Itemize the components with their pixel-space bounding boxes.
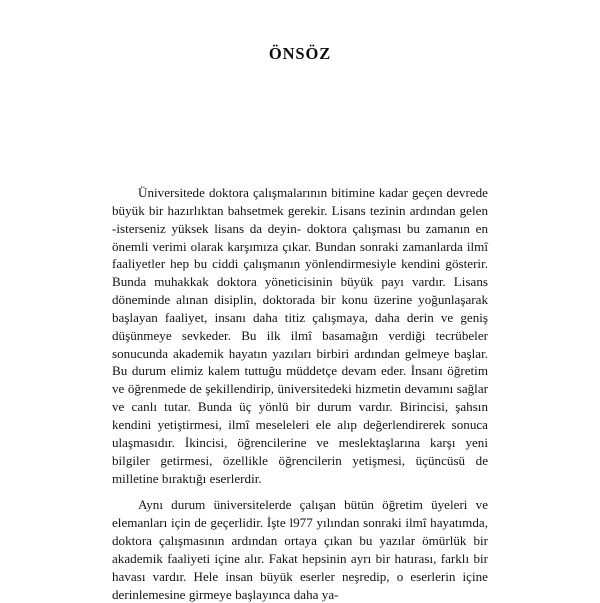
body-paragraph: Aynı durum üniversitelerde çalışan bütün öğretim üyeleri ve elemanları için de geçerlidir. İşte l977 yılından sonraki ilmî hayatımda, doktora çalışmasının ardından ortaya çıkan bu yazılar ömürlük bir akademik faaliyeti içine alır. Fakat hepsinin ayrı bir hatırası, farklı bir havası vardır. Hele insan büyük eserler neşredip, o eserlerin içine derinlemesine girmeye başlayınca daha ya- (112, 497, 488, 602)
body-text-block (112, 184, 488, 603)
page-title: ÖNSÖZ (268, 44, 332, 64)
body-paragraph: Üniversitede doktora çalışmalarının bitimine kadar geçen devrede büyük bir hazırlıktan bahsetmek gerekir. Lisans tezinin ardından gelen -isterseniz yüksek lisans da deyin- doktora çalışması bu zamanın en önemli verimi olarak karşımıza çıkar. Bundan sonraki zamanlarda ilmî faaliyetler hep bu ciddi çalışmanın yönlendirmesiyle kendini gösterir. Bunda muhakkak doktora yöneticisinin büyük payı vardır. Lisans döneminde alınan disiplin, doktorada bir konu üzerine yoğunlaşarak başlayan faaliyet, insanı daha titiz çalışmaya, daha derin ve geniş düşünmeye sevkeder. Bu ilk ilmî basamağın verdiği tecrübeler sonucunda akademik hayatın yazıları birbiri ardından gelmeye başlar. Bu durum elimiz kalem tuttuğu müddetçe devam eder. İnsanı öğretim ve öğrenmede de şekillendirip, üniversitedeki hizmetin devamını sağlar ve canlı tutar. Bunda üç yönlü bir durum vardır. Birincisi, şahsın kendini yetiştirmesi, ilmî meseleleri ele alıp değerlendirerek sonuca ulaşmasıdır. İkincisi, öğrencilerine ve meslektaşlarına karşı yeni bilgiler getirmesi, özellikle öğrencilerin yetişmesi, üçüncüsü de milletine bıraktığı eserlerdir. (112, 185, 488, 486)
